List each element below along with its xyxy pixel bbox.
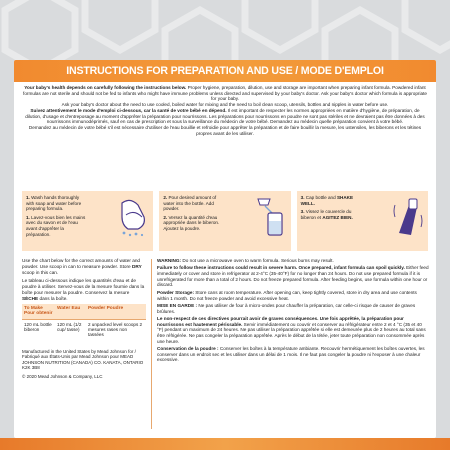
shake-bottle-icon [391, 195, 425, 239]
warning-label: WARNING: [157, 258, 182, 263]
step-3-fr-number: 3. [300, 209, 305, 215]
table-header-powder: Powder Poudre [86, 304, 146, 319]
step-3-number: 3. [300, 195, 305, 200]
step-2-fr-number: 2. [163, 214, 168, 220]
step-2 [159, 191, 290, 251]
step-1-fr-number: 1. [26, 214, 30, 220]
intro-fr-bold: Suivez attentivement le mode d'emploi ci-dessous, car la santé de votre bébé en dépend. [30, 107, 227, 113]
step-3-fr: Vissez le couvercle du biberon et [300, 209, 352, 220]
chart-instructions-en: Use the chart below for the correct amounts of water and powder. Use scoop in can to measure powder. Store [22, 258, 141, 269]
step-1-en: Wash hands thoroughly with soap and water before preparing formula. [26, 195, 82, 212]
chart-instructions-en-bold: DRY [131, 263, 142, 269]
hand-washing-icon [116, 195, 150, 239]
non-respect-text: Servir immédiatement ou couvrir et conserver au réfrigérateur entre 2 et 4 °C (35 et 40 °F) pendant un maximum de 24 heures. Ne pas utiliser la préparation apprêtée si elle est demeurée plus de 2 heures au total sans être réfrigérée. Ne pas congeler la préparation apprêtée. Après le début de la tétée, jeter toute préparation non consommée après une heure. [157, 321, 426, 344]
mise-en-garde-text: Ne pas utiliser de four à micro-ondes pour chauffer la préparation, car celle-ci risque de causer de graves brûlures. [157, 302, 416, 314]
failure-warning-bold: Failure to follow these instructions could result in severe harm. Once prepared, infant formula can spoil quickly. [157, 265, 405, 271]
copyright-text: © 2020 Mead Johnson & Company, LLC [22, 373, 103, 379]
manufacturer-text: Manufactured in the United States by Mead Johnson for / Fabriqué aux États-Unis par Mead Johnson pour MEAD JOHNSON NUTRITION (CANADA) CO. KANATA, ONTARIO K2K 3B8 [22, 348, 144, 371]
step-3-fr-bold: AGITEZ BIEN. [322, 214, 353, 220]
right-column [157, 258, 429, 365]
conservation-label: Conservation de la poudre : [157, 346, 219, 352]
step-2-number: 2. [163, 195, 168, 200]
instructions-panel [14, 60, 436, 438]
chart-instructions-fr: Le tableau ci-dessous indique les quantités d'eau et de poudre à utiliser. Servez-vous de la mesure fournie dans la boîte pour mesurer la poudre. Conservez la mesure [22, 278, 145, 295]
conservation-text: Conserver les boîtes à la température ambiante. Recouvrir hermétiquement les boîtes ouvertes, les conserver dans un endroit sec et les utiliser dans un délai de 1 mois. Il ne faut pas congeler la poudre ni l'exposer à une chaleur excessive. [157, 346, 425, 363]
bottle-pour-icon [254, 195, 288, 239]
step-1-number: 1. [26, 195, 30, 200]
column-divider [151, 259, 152, 429]
powder-storage-label: Powder Storage: [157, 289, 194, 295]
intro-fr-1: Il est important de respecter les normes appropriées en matière d'hygiène, de préparation, de dilution, d'usage et d'entreposage au moment d'apprêter la préparation pour nourrissons. Les préparations pour nourrissons en poudre ne sont pas stériles et ne devraient pas être données à des nourrissons immunodéprimés, sauf en cas de prescription et sous la surveillance du médecin de votre bébé. Demandez au médecin quelle préparation convient à votre bébé. [25, 107, 425, 125]
table-cell-powder: 2 unpacked level scoops 2 mesures rases non tassées [86, 319, 146, 340]
page-title: INSTRUCTIONS FOR PREPARATION AND USE / MODE D'EMPLOI [14, 60, 436, 82]
mixing-table [22, 304, 146, 340]
table-cell-make: 120 mL bottle biberon [22, 319, 55, 340]
non-respect-bold: Le non-respect de ces directives pourrait avoir de graves conséquences. Une fois apprêtée, la préparation pour nourrissons est hautement périssable. [157, 315, 404, 327]
table-row [22, 319, 146, 340]
step-1-fr: Lavez-vous bien les mains avec du savon et de l'eau avant d'apprêter la préparation. [26, 214, 86, 237]
warning-text: Do not use a microwave oven to warm formula. Serious burns may result. [181, 258, 334, 263]
chart-instructions-fr-2: dans la boîte. [38, 295, 68, 301]
preparation-steps [22, 191, 428, 251]
chart-instructions-en-2: scoop in this can. [22, 269, 59, 275]
manufacturer-info [22, 349, 146, 380]
intro-en-1: Proper hygiene, preparation, dilution, use and storage are important when preparing infant formula. Powdered infant formulas are not sterile and should not be fed to infants who might have immune problems unless directed and supervised by your baby's doctor. Ask your baby's doctor which formula is appropriate for your baby. [23, 85, 427, 102]
step-3-en-bold: SHAKE WELL. [300, 195, 354, 206]
intro-en-bold: Your baby's health depends on carefully following the instructions below. [24, 85, 187, 90]
failure-warning-text: Either feed immediately or cover and store in refrigerator at 2-4°C (35-40°F) for no longer than 24 hours. Do not use prepared formula if it is unrefrigerated for more than a total of 2 hours. Do not freeze prepared formula. After feeding begins, use formula within one hour or discard. [157, 265, 429, 288]
mise-en-garde-label: MISE EN GARDE : [157, 302, 198, 308]
bottom-orange-band [0, 438, 450, 450]
table-header-make: To Make Pour obtenir [22, 304, 55, 319]
intro-text [22, 85, 428, 136]
chart-instructions-fr-bold: SÈCHE [22, 295, 39, 301]
step-3 [297, 191, 428, 251]
intro-en-2: Ask your baby's doctor about the need to use cooled, boiled water for mixing and the need to boil clean scoop, utensils, bottles and nipples in water before use. [61, 102, 389, 108]
step-1 [22, 191, 153, 251]
powder-storage-text: Store cans at room temperature. After opening can, keep tightly covered, store in dry area and use contents within 1 month. Do not freeze powder and avoid excessive heat. [157, 289, 417, 301]
table-header-water: Water Eau [55, 304, 86, 319]
left-column [22, 258, 146, 382]
intro-fr-2: Demandez au médecin de votre bébé s'il est nécessaire d'utiliser de l'eau bouillie et refroidie pour apprêter la préparation et de faire bouillir la mesure, les ustensiles, les biberons et les tétines propres avant de les utiliser. [28, 125, 422, 136]
step-2-en: Pour desired amount of water into the bottle. Add powder. [163, 195, 217, 212]
step-2-fr: Versez la quantité d'eau appropriée dans le biberon. Ajoutez la poudre. [163, 214, 220, 231]
step-3-en: Cap bottle and [305, 195, 337, 200]
table-cell-water: 120 mL (1/2 cup/ tasse) [55, 319, 86, 340]
